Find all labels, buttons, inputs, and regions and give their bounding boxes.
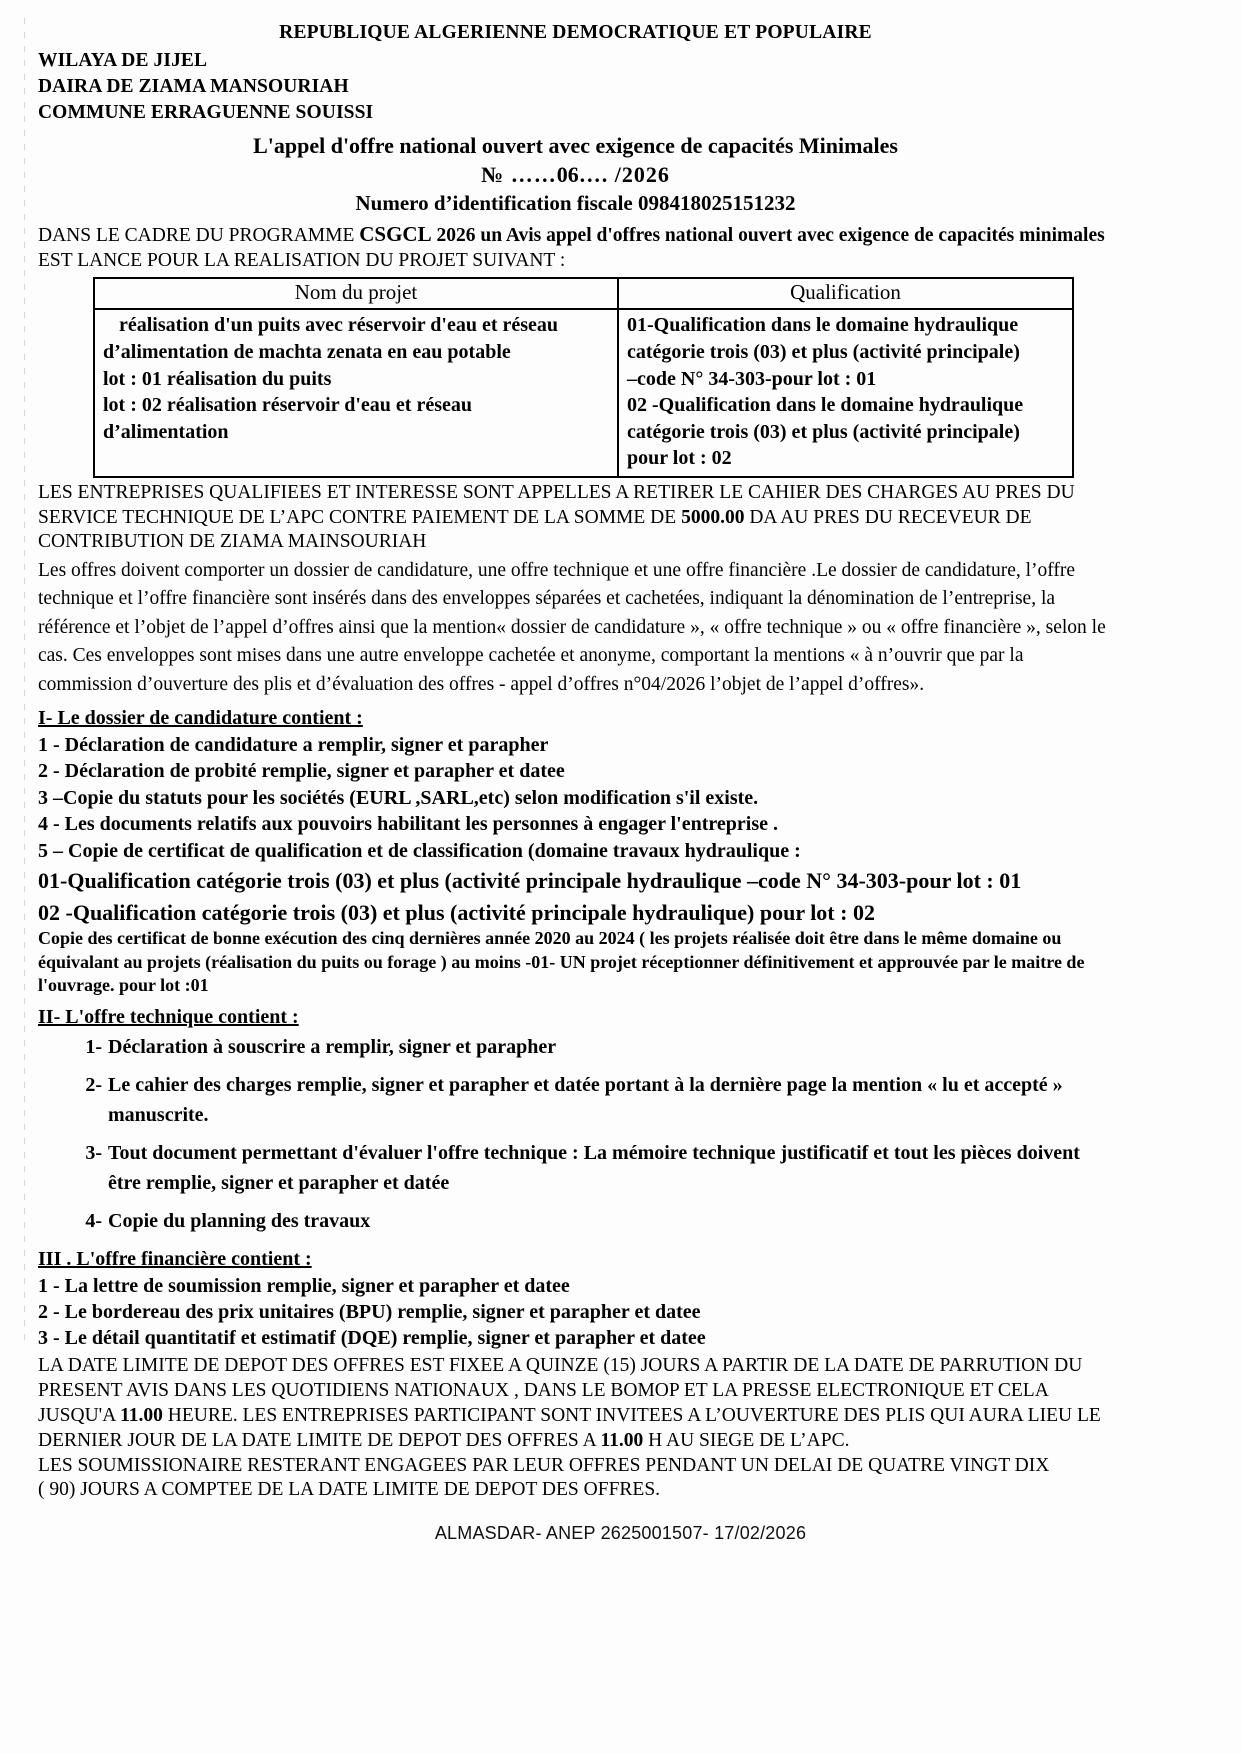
program-code: CSGCL [359, 221, 432, 246]
deadline-line4-part1: DERNIER JOUR DE LA DATE LIMITE DE DEPOT DES OFFRES A [38, 1429, 596, 1451]
withdrawal-line-2 [38, 506, 1113, 531]
withdrawal-line2-part1: SERVICE TECHNIQUE DE L’APC CONTRE PAIEMENT DE LA SOMME DE [38, 506, 677, 528]
section-I-item: 5 – Copie de certificat de qualification et de classification (domaine travaux hydraulique : [38, 839, 801, 862]
program-line2-rest: EST LANCE POUR LA REALISATION DU PROJET SUIVANT : [38, 250, 566, 272]
qualification-line: 02 -Qualification dans le domaine hydraulique [627, 394, 1024, 417]
program-line2-bold: capacités minimales [938, 224, 1105, 246]
section-II-heading-wrap [38, 1002, 1113, 1030]
anep-footer: ALMASDAR- ANEP 2625001507- 17/02/2026 [434, 1523, 807, 1543]
deadline-time-1: 11.00 [120, 1404, 163, 1426]
section-I-item: 1 - Déclaration de candidature a remplir, signer et parapher [38, 734, 549, 757]
section-I-certificates-note: Copie des certificat de bonne exécution des cinq dernières année 2020 au 2024 ( les projets réalisée doit être dans le même domaine ou équivalant au projets (réalisation du puits ou forage ) au moins -01- UN projet réceptionner définitivement et approuvée par le maitre de l'ouvrage. pour lot :01 [38, 928, 1085, 996]
deadline-line-3 [38, 1404, 1113, 1429]
qualification-line: catégorie trois (03) et plus (activité principale) [627, 341, 1020, 364]
table-row [94, 309, 1073, 477]
project-cell [94, 309, 618, 477]
withdrawal-amount: 5000.00 [681, 506, 745, 528]
qualification-line: –code N° 34-303-pour lot : 01 [627, 367, 877, 390]
scan-edge-artifact [24, 18, 25, 1348]
table-header-row [94, 278, 1073, 309]
section-I-qualification-lot1: 01-Qualification catégorie trois (03) et plus (activité principale hydraulique –code N° 34-303-pour lot : 01 [38, 868, 1022, 893]
deadline-time-2: 11.00 [600, 1429, 644, 1451]
section-II-list [38, 1032, 1113, 1236]
deadline-line-2: PRESENT AVIS DANS LES QUOTIDIENS NATIONAUX , DANS LE BOMOP ET LA PRESSE ELECTRONIQUE ET CELA [38, 1379, 1049, 1401]
project-qualification-table [93, 277, 1074, 478]
program-paragraph [38, 221, 1113, 274]
withdrawal-line2-part2: DA AU PRES DU RECEVEUR DE [749, 506, 1032, 528]
column-header-project: Nom du projet [94, 278, 618, 309]
qualification-line: catégorie trois (03) et plus (activité principale) [627, 420, 1020, 443]
deadline-line-1: LA DATE LIMITE DE DEPOT DES OFFRES EST FIXEE A QUINZE (15) JOURS A PARTIR DE LA DATE DE PARRUTION DU [38, 1354, 1083, 1376]
section-III-heading: III . L'offre financière contient : [38, 1247, 312, 1270]
deadline-line-4 [38, 1429, 1113, 1454]
tender-number-suffix: …. /2026 [578, 161, 670, 187]
qualification-line: pour lot : 02 [627, 447, 732, 470]
project-line: réalisation d'un puits avec réservoir d'eau et réseau [119, 314, 559, 337]
deadline-line-6: ( 90) JOURS A COMPTEE DE LA DATE LIMITE DE DEPOT DES OFFRES. [38, 1479, 661, 1501]
section-I-qualification-lot2: 02 -Qualification catégorie trois (03) et plus (activité principale hydraulique) pour lot : 02 [38, 899, 875, 925]
project-line: d’alimentation [103, 420, 229, 443]
tender-title: L'appel d'offre national ouvert avec exigence de capacités Minimales [253, 132, 898, 158]
withdrawal-line-3: CONTRIBUTION DE ZIAMA MAINSOURIAH [38, 531, 427, 553]
section-III-heading-wrap [38, 1244, 1113, 1272]
section-II-item: Tout document permettant d'évaluer l'offre technique : La mémoire technique justificatif et tout les pièces doivent être remplie, signer et parapher et datée [108, 1141, 1080, 1194]
section-II-heading: II- L'offre technique contient : [38, 1005, 299, 1028]
section-III-item: 1 - La lettre de soumission remplie, signer et parapher et datee [38, 1274, 570, 1297]
fiscal-id-line [38, 191, 1113, 216]
section-I-item: 3 –Copie du statuts pour les sociétés (EURL ,SARL,etc) selon modification s'il existe. [38, 786, 759, 809]
section-III-item: 3 - Le détail quantitatif et estimatif (DQE) remplie, signer et parapher et datee [38, 1327, 706, 1350]
document-content [38, 22, 1113, 1503]
deadline-line-5: LES SOUMISSIONAIRE RESTERANT ENGAGEES PAR LEUR OFFRES PENDANT UN DELAI DE QUATRE VINGT DIX [38, 1454, 1050, 1476]
section-III-item: 2 - Le bordereau des prix unitaires (BPU) remplie, signer et parapher et datee [38, 1300, 701, 1323]
withdrawal-block [38, 481, 1113, 555]
tender-number-line [38, 162, 1113, 188]
section-II-item: Déclaration à souscrire a remplir, signer et parapher [108, 1035, 557, 1058]
program-line-part1: DANS LE CADRE DU PROGRAMME [38, 224, 355, 246]
section-II-item: Copie du planning des travaux [108, 1209, 371, 1232]
section-II-item: Le cahier des charges remplie, signer et parapher et datée portant à la dernière page la mention « lu et accepté » manuscrite. [108, 1073, 1063, 1126]
deadline-line3-part2: HEURE. LES ENTREPRISES PARTICIPANT SONT INVITEES A L’OUVERTURE DES PLIS QUI AURA LIEU LE [167, 1404, 1101, 1426]
section-I-heading-wrap [38, 703, 1113, 731]
commune-line: COMMUNE ERRAGUENNE SOUISSI [38, 101, 374, 123]
wilaya-line: WILAYA DE JIJEL [38, 50, 208, 71]
qualification-cell [618, 309, 1073, 477]
republic-heading: REPUBLIQUE ALGERIENNE DEMOCRATIQUE ET POPULAIRE [279, 22, 872, 43]
qualification-line: 01-Qualification dans le domaine hydraulique [627, 314, 1019, 337]
deadline-block [38, 1354, 1113, 1504]
tender-number-prefix: № …… [481, 161, 557, 187]
project-line: lot : 01 réalisation du puits [103, 367, 332, 390]
deadline-line4-part2: H AU SIEGE DE L’APC. [648, 1429, 850, 1451]
project-line: lot : 02 réalisation réservoir d'eau et réseau [103, 394, 472, 417]
administration-block [38, 48, 1113, 126]
daira-line: DAIRA DE ZIAMA MANSOURIAH [38, 75, 349, 97]
fiscal-id-label: Numero d’identification fiscale [355, 190, 633, 215]
program-line-part2: 2026 un Avis appel d'offres national ouvert avec exigence de [436, 224, 934, 246]
tender-number-value: 06 [556, 161, 579, 187]
envelopes-paragraph: Les offres doivent comporter un dossier de candidature, une offre technique et une offre financière .Le dossier de candidature, l’offre technique et l’offre financière sont insérés dans des enveloppes séparées et cachetées, indiquant la dénomination de l’entreprise, la référence et l’objet de l’appel d’offres ainsi que la mention« dossier de candidature », « offre technique » ou « offre financière », selon le cas. Ces enveloppes sont mises dans une autre enveloppe cachetée et anonyme, comportant la mentions « à n’ouvrir que par la commission d’ouverture des plis et d’évaluation des offres - appel d’offres n°04/2026 l’objet de l’appel d’offres». [38, 559, 1106, 695]
section-I-heading: I- Le dossier de candidature contient : [38, 707, 363, 730]
withdrawal-line-1: LES ENTREPRISES QUALIFIEES ET INTERESSE SONT APPELLES A RETIRER LE CAHIER DES CHARGES AU PRES DU [38, 482, 1075, 504]
fiscal-id-value: 098418025151232 [638, 190, 796, 215]
section-I-item: 2 - Déclaration de probité remplie, signer et parapher et datee [38, 760, 565, 783]
project-line: d’alimentation de machta zenata en eau potable [103, 341, 511, 364]
column-header-qualification: Qualification [618, 278, 1073, 309]
section-I-item: 4 - Les documents relatifs aux pouvoirs habilitant les personnes à engager l'entreprise . [38, 813, 778, 836]
deadline-line3-part1: JUSQU'A [38, 1404, 116, 1426]
